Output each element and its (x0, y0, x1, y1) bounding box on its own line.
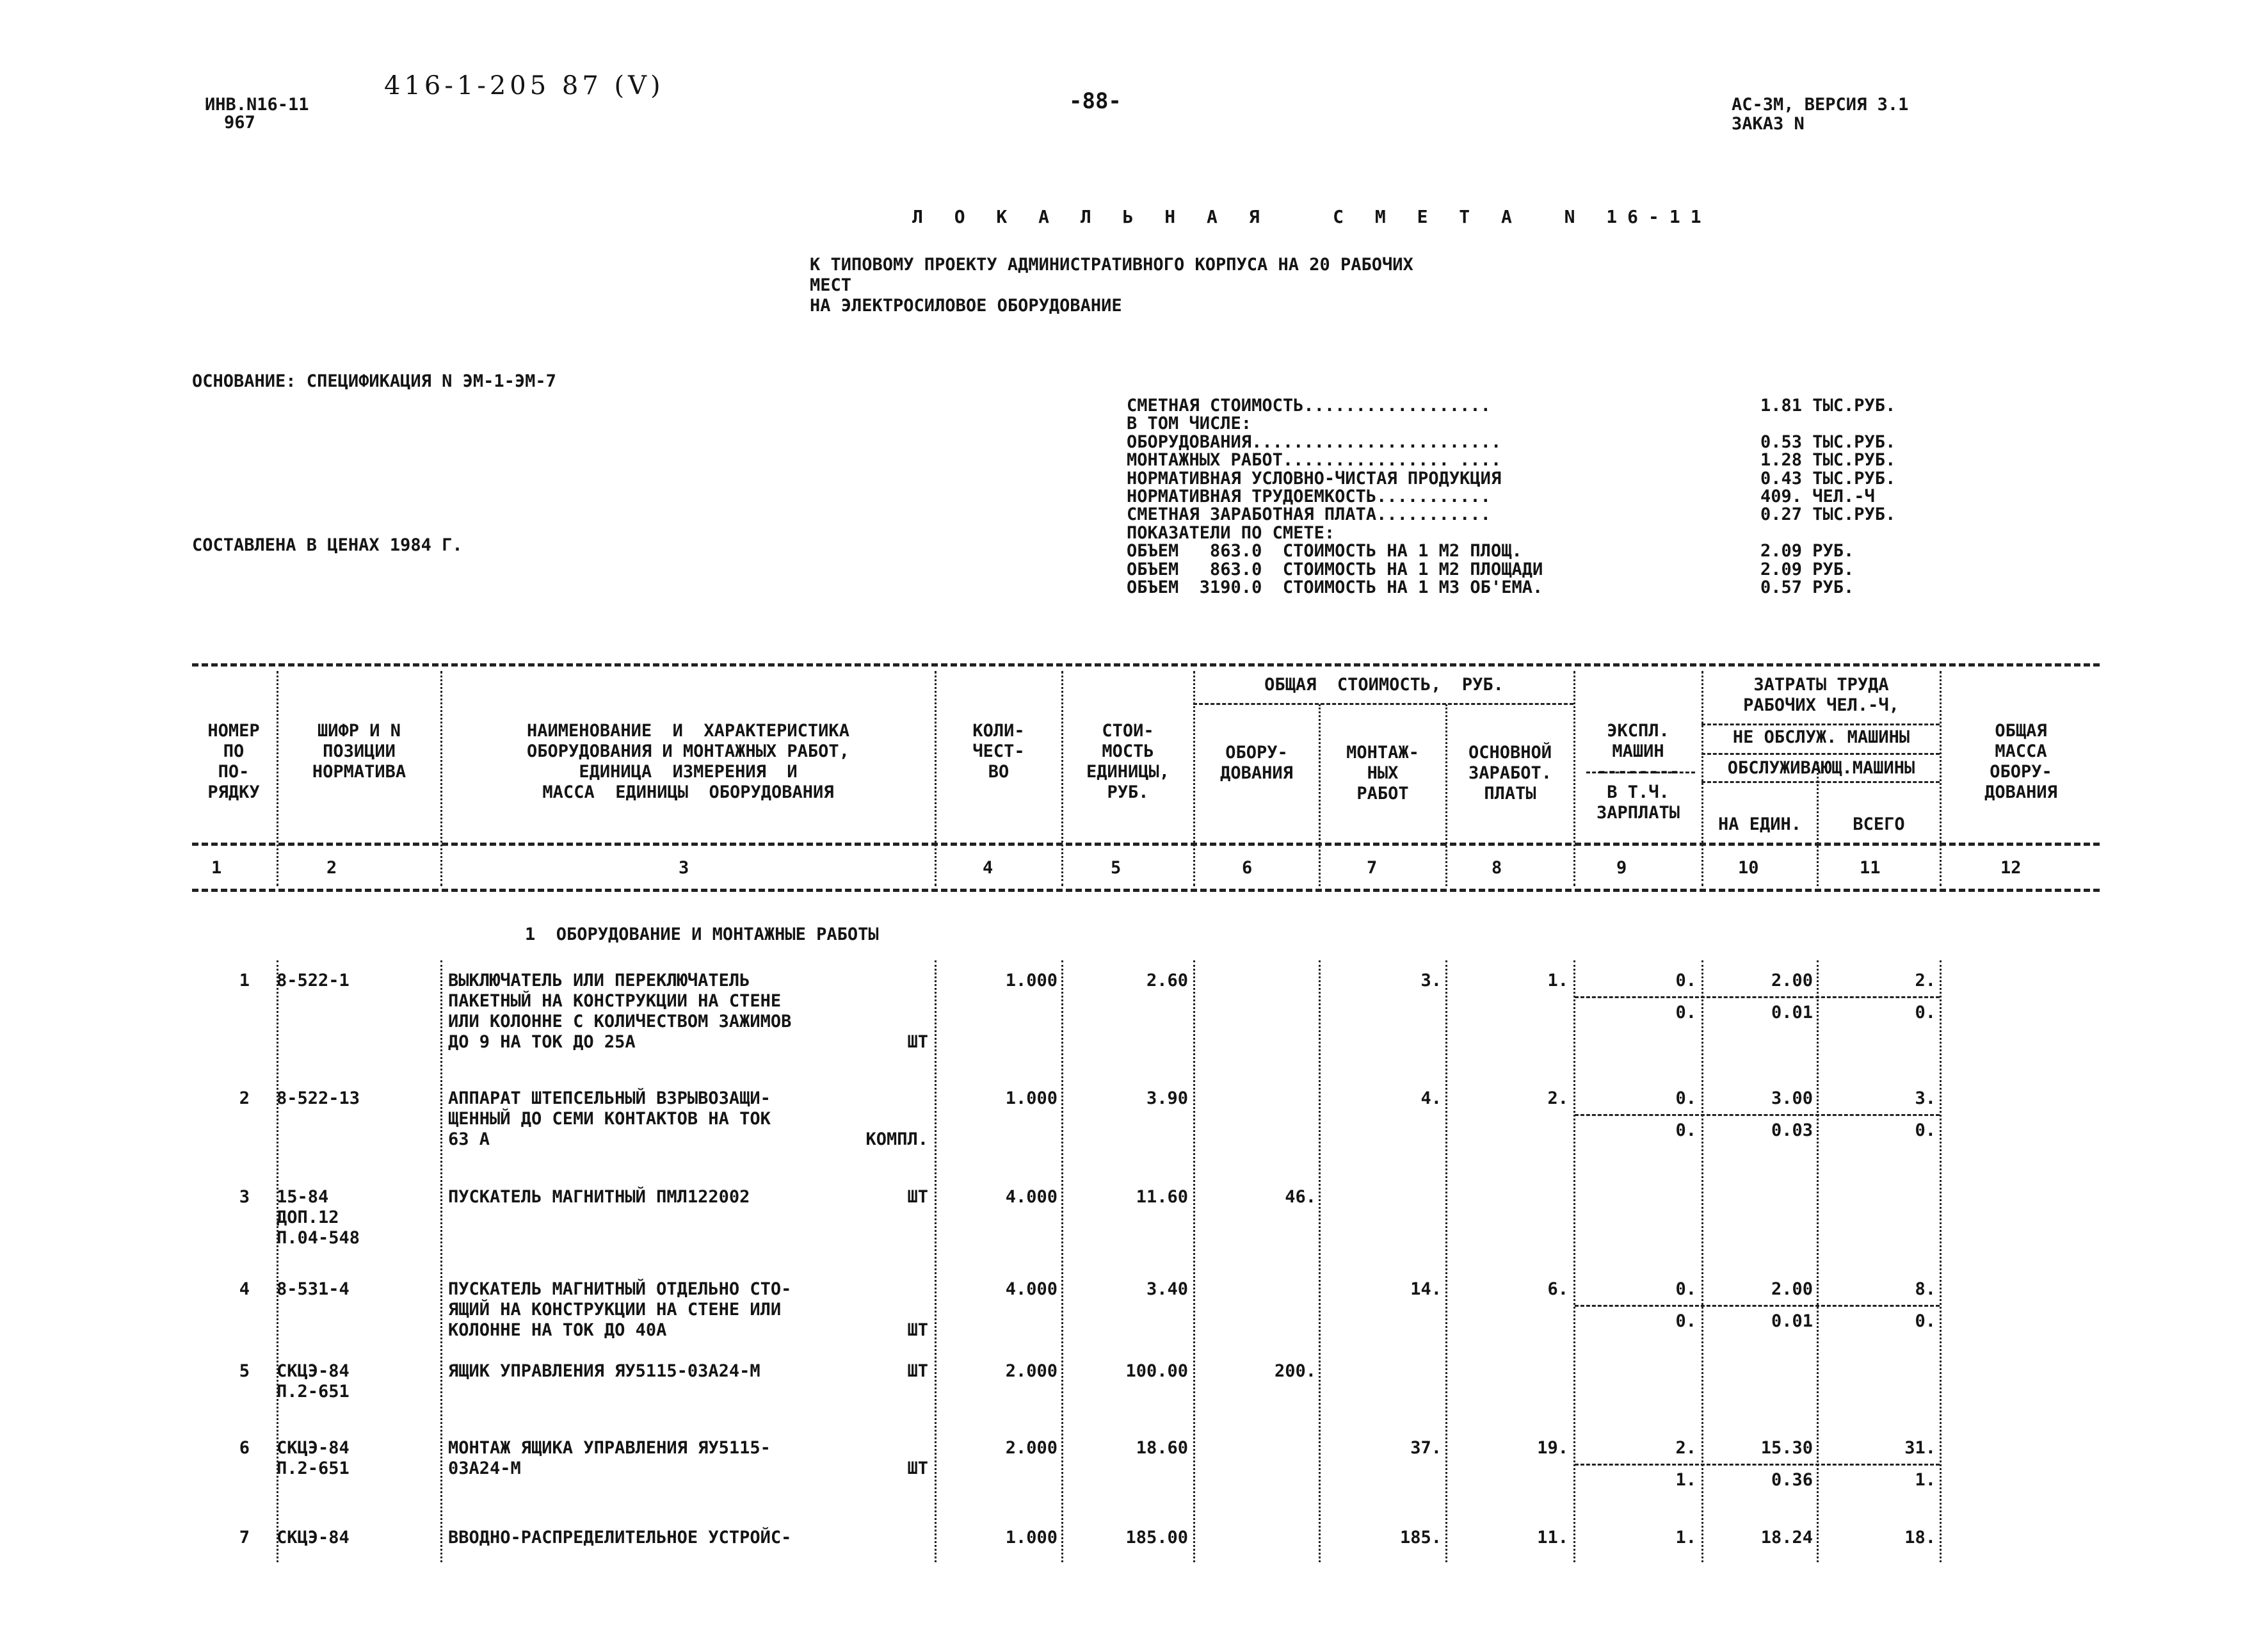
col-header-unit-price: СТОИ- МОСТЬ ЕДИНИЦЫ, РУБ. (1086, 721, 1170, 802)
row-equipment-cost: 200. (1274, 1361, 1316, 1381)
column-number: 11 (1860, 858, 1881, 878)
summary-label: ОБЪЕМ 863.0 СТОИМОСТЬ НА 1 М2 ПЛОЩАДИ (1127, 559, 1543, 579)
row-equipment-cost: 46. (1285, 1187, 1316, 1207)
col-header-machines: ЭКСПЛ. МАШИН -------- В Т.Ч. ЗАРПЛАТЫ (1596, 721, 1680, 823)
col-header-wages: ОСНОВНОЙ ЗАРАБОТ. ПЛАТЫ (1468, 743, 1552, 804)
row-code: СКЦЭ-84 П.2-651 (277, 1438, 350, 1478)
column-number: 7 (1367, 858, 1378, 878)
row-machines-wages: 0. (1675, 1120, 1696, 1140)
row-labor-machine-per-unit: 0.03 (1771, 1120, 1813, 1140)
column-number: 3 (679, 858, 689, 878)
summary-value: 1.28 ТЫС.РУБ. (1760, 450, 1896, 471)
row-labor-machine-total: 0. (1915, 1003, 1936, 1023)
document-subtitle-3: НА ЭЛЕКТРОСИЛОВОЕ ОБОРУДОВАНИЕ (810, 296, 1122, 316)
row-code: СКЦЭ-84 (277, 1528, 350, 1548)
row-labor-machine-per-unit: 0.01 (1771, 1003, 1813, 1023)
row-unit-price: 11.60 (1136, 1187, 1188, 1207)
row-number: 6 (239, 1438, 250, 1458)
column-separator (1573, 960, 1575, 1562)
row-labor-total: 31. (1904, 1438, 1936, 1458)
column-separator (1701, 960, 1703, 1562)
row-number: 4 (239, 1279, 250, 1299)
column-number: 4 (983, 858, 993, 878)
row-labor-machine-total: 0. (1915, 1120, 1936, 1140)
col-header-mass: ОБЩАЯ МАССА ОБОРУ- ДОВАНИЯ (1984, 721, 2057, 802)
column-number: 12 (2000, 858, 2022, 878)
col-group-total-cost: ОБЩАЯ СТОИМОСТЬ, РУБ. (1264, 675, 1504, 695)
row-quantity: 1.000 (1005, 971, 1058, 990)
page-number: -88- (1069, 88, 1122, 114)
summary-label: ОБЪЕМ 3190.0 СТОИМОСТЬ НА 1 М3 ОБ'ЕМА. (1127, 578, 1543, 597)
column-number: 2 (326, 858, 337, 878)
table-header-border (192, 843, 2100, 846)
row-mounting-cost: 4. (1420, 1088, 1442, 1108)
summary-value: 0.27 ТЫС.РУБ. (1760, 505, 1896, 525)
order-number: ЗАКАЗ N (1732, 114, 1805, 134)
row-quantity: 4.000 (1005, 1279, 1058, 1299)
column-number: 5 (1111, 858, 1122, 878)
row-machines: 2. (1675, 1438, 1696, 1458)
row-labor-total: 8. (1915, 1279, 1936, 1299)
row-code: 8-522-13 (277, 1088, 360, 1108)
row-labor-per-unit: 18.24 (1760, 1528, 1813, 1548)
row-unit-price: 3.90 (1146, 1088, 1188, 1108)
row-number: 1 (239, 971, 250, 990)
row-code: СКЦЭ-84 П.2-651 (277, 1361, 350, 1402)
row-unit: ШТ (907, 1187, 928, 1207)
row-labor-machine-total: 0. (1915, 1311, 1936, 1331)
col-header-quantity: КОЛИ- ЧЕСТ- ВО (972, 721, 1025, 782)
row-unit: ШТ (907, 1459, 928, 1478)
row-machines-wages: 0. (1675, 1311, 1696, 1331)
row-unit-price: 185.00 (1125, 1528, 1188, 1548)
row-description: ПУСКАТЕЛЬ МАГНИТНЫЙ ОТДЕЛЬНО СТО- ЯЩИЙ НА КОНСТРУКЦИИ НА СТЕНЕ ИЛИ КОЛОННЕ НА ТОК ДО 40А (448, 1279, 792, 1340)
col-header-equipment: ОБОРУ- ДОВАНИЯ (1220, 743, 1293, 783)
row-code: 15-84 ДОП.12 П.04-548 (277, 1187, 360, 1248)
basis-line: ОСНОВАНИЕ: СПЕЦИФИКАЦИЯ N ЭМ-1-ЭМ-7 (192, 371, 556, 391)
row-number: 7 (239, 1528, 250, 1548)
summary-value: 0.43 ТЫС.РУБ. (1760, 468, 1896, 489)
col-header-labor-per-unit: НА ЕДИН. (1717, 814, 1802, 834)
row-machines: 0. (1675, 1279, 1696, 1299)
row-unit-price: 3.40 (1146, 1279, 1188, 1299)
document-title: Л О К А Л Ь Н А Я С М Е Т А N 16-11 (912, 206, 1712, 227)
column-number: 8 (1492, 858, 1502, 878)
summary-value: 0.57 РУБ. (1760, 578, 1854, 597)
row-labor-total: 2. (1915, 971, 1936, 990)
row-mounting-cost: 37. (1410, 1438, 1442, 1458)
summary-label: В ТОМ ЧИСЛЕ: (1127, 414, 1252, 434)
column-separator (1445, 960, 1447, 1562)
col-header-number: НОМЕР ПО ПО- РЯДКУ (207, 721, 260, 802)
column-separator (1061, 960, 1063, 1562)
document-subtitle-2: МЕСТ (810, 275, 852, 295)
row-labor-machine-per-unit: 0.01 (1771, 1311, 1813, 1331)
row-labor-machine-total: 1. (1915, 1470, 1936, 1490)
row-description: ВЫКЛЮЧАТЕЛЬ ИЛИ ПЕРЕКЛЮЧАТЕЛЬ ПАКЕТНЫЙ НА КОНСТРУКЦИИ НА СТЕНЕ ИЛИ КОЛОННЕ С КОЛИЧЕСТВОМ ЗАЖИМОВ ДО 9 НА ТОК ДО 25А (448, 971, 792, 1052)
col-header-mounting: МОНТАЖ- НЫХ РАБОТ (1346, 743, 1419, 804)
row-description: АППАРАТ ШТЕПСЕЛЬНЫЙ ВЗРЫВОЗАЩИ- ЩЕННЫЙ ДО СЕМИ КОНТАКТОВ НА ТОК 63 А (448, 1088, 771, 1149)
col-header-labor-machine: ОБСЛУЖИВАЮЩ.МАШИНЫ (1727, 758, 1915, 778)
summary-value: 2.09 РУБ. (1760, 541, 1854, 562)
summary-label: ОБОРУДОВАНИЯ........................ (1127, 432, 1502, 452)
row-unit: КОМПЛ. (865, 1129, 928, 1149)
row-machines-wages: 0. (1675, 1003, 1696, 1023)
column-number: 6 (1242, 858, 1253, 878)
row-quantity: 2.000 (1005, 1361, 1058, 1381)
col-header-labor-total: ВСЕГО (1853, 814, 1905, 834)
row-description: ПУСКАТЕЛЬ МАГНИТНЫЙ ПМЛ122002 (448, 1187, 750, 1207)
price-base-line: СОСТАВЛЕНА В ЦЕНАХ 1984 Г. (192, 535, 463, 555)
col-header-labor-nonmachine: НЕ ОБСЛУЖ. МАШИНЫ (1732, 727, 1910, 747)
column-number: 1 (211, 858, 222, 878)
col-header-description: НАИМЕНОВАНИЕ И ХАРАКТЕРИСТИКА ОБОРУДОВАНИЯ И МОНТАЖНЫХ РАБОТ, ЕДИНИЦА ИЗМЕРЕНИЯ И МАССА ЕДИНИЦЫ ОБОРУДОВАНИЯ (527, 721, 849, 802)
handwritten-project-code: 416-1-205 87 (V) (384, 71, 664, 101)
row-number: 3 (239, 1187, 250, 1207)
row-subtotal-divider (1575, 996, 1940, 998)
summary-label: ПОКАЗАТЕЛИ ПО СМЕТЕ: (1127, 522, 1335, 543)
col-group-labor: ЗАТРАТЫ ТРУДА РАБОЧИХ ЧЕЛ.-Ч, (1743, 675, 1899, 715)
row-subtotal-divider (1575, 1305, 1940, 1307)
row-machines: 1. (1675, 1528, 1696, 1548)
row-machines: 0. (1675, 971, 1696, 990)
row-unit-price: 2.60 (1146, 971, 1188, 990)
row-description: МОНТАЖ ЯЩИКА УПРАВЛЕНИЯ ЯУ5115- 03А24-М (448, 1438, 771, 1478)
summary-label: НОРМАТИВНАЯ УСЛОВНО-ЧИСТАЯ ПРОДУКЦИЯ (1127, 468, 1502, 489)
column-separator (935, 960, 937, 1562)
row-mounting-cost: 14. (1410, 1279, 1442, 1299)
row-labor-per-unit: 2.00 (1771, 971, 1813, 990)
column-number: 9 (1616, 858, 1627, 878)
row-quantity: 1.000 (1005, 1528, 1058, 1548)
row-unit: ШТ (907, 1320, 928, 1340)
row-wages: 19. (1537, 1438, 1568, 1458)
row-number: 2 (239, 1088, 250, 1108)
row-labor-machine-per-unit: 0.36 (1771, 1470, 1813, 1490)
summary-label: МОНТАЖНЫХ РАБОТ................ .... (1127, 450, 1502, 471)
inventory-number-sub: 967 (224, 113, 255, 133)
summary-value: 409. ЧЕЛ.-Ч (1760, 487, 1875, 506)
program-version: АС-3М, ВЕРСИЯ 3.1 (1732, 95, 1909, 115)
row-quantity: 4.000 (1005, 1187, 1058, 1207)
row-wages: 11. (1537, 1528, 1568, 1548)
row-wages: 6. (1547, 1279, 1568, 1299)
row-quantity: 1.000 (1005, 1088, 1058, 1108)
summary-value: 1.81 ТЫС.РУБ. (1760, 396, 1896, 416)
inventory-number: ИНВ.N16-11 (205, 95, 309, 115)
row-number: 5 (239, 1361, 250, 1381)
summary-label: НОРМАТИВНАЯ ТРУДОЕМКОСТЬ........... (1127, 487, 1491, 506)
row-labor-total: 3. (1915, 1088, 1936, 1108)
row-wages: 2. (1547, 1088, 1568, 1108)
row-quantity: 2.000 (1005, 1438, 1058, 1458)
row-machines-wages: 1. (1675, 1470, 1696, 1490)
column-separator (1319, 960, 1321, 1562)
document-subtitle-1: К ТИПОВОМУ ПРОЕКТУ АДМИНИСТРАТИВНОГО КОРПУСА НА 20 РАБОЧИХ (810, 255, 1413, 275)
column-separator (1940, 960, 1942, 1562)
row-description: ЯЩИК УПРАВЛЕНИЯ ЯУ5115-03А24-М (448, 1361, 760, 1381)
row-labor-per-unit: 2.00 (1771, 1279, 1813, 1299)
row-description: ВВОДНО-РАСПРЕДЕЛИТЕЛЬНОЕ УСТРОЙС- (448, 1528, 792, 1548)
summary-value: 2.09 РУБ. (1760, 559, 1854, 579)
row-subtotal-divider (1575, 1114, 1940, 1116)
column-separator (277, 960, 278, 1562)
row-labor-per-unit: 15.30 (1760, 1438, 1813, 1458)
row-unit: ШТ (907, 1361, 928, 1381)
column-number: 10 (1738, 858, 1759, 878)
row-code: 8-531-4 (277, 1279, 350, 1299)
row-unit-price: 18.60 (1136, 1438, 1188, 1458)
section-title: 1 ОБОРУДОВАНИЕ И МОНТАЖНЫЕ РАБОТЫ (525, 925, 879, 944)
summary-label: СМЕТНАЯ ЗАРАБОТНАЯ ПЛАТА........... (1127, 505, 1491, 525)
row-wages: 1. (1547, 971, 1568, 990)
row-mounting-cost: 3. (1420, 971, 1442, 990)
row-unit: ШТ (907, 1032, 928, 1052)
column-separator (1193, 960, 1195, 1562)
row-labor-total: 18. (1904, 1528, 1936, 1548)
summary-label: ОБЪЕМ 863.0 СТОИМОСТЬ НА 1 М2 ПЛОЩ. (1127, 541, 1522, 562)
column-separator (1817, 960, 1819, 1562)
table-numbers-border (192, 889, 2100, 892)
column-separator (440, 960, 442, 1562)
row-machines: 0. (1675, 1088, 1696, 1108)
col-header-code: ШИФР И N ПОЗИЦИИ НОРМАТИВА (312, 721, 406, 782)
row-subtotal-divider (1575, 1464, 1940, 1466)
row-code: 8-522-1 (277, 971, 350, 990)
summary-value: 0.53 ТЫС.РУБ. (1760, 432, 1896, 452)
row-unit-price: 100.00 (1125, 1361, 1188, 1381)
row-labor-per-unit: 3.00 (1771, 1088, 1813, 1108)
row-mounting-cost: 185. (1399, 1528, 1442, 1548)
table-top-border (192, 663, 2100, 667)
summary-label: СМЕТНАЯ СТОИМОСТЬ.................. (1127, 396, 1491, 416)
